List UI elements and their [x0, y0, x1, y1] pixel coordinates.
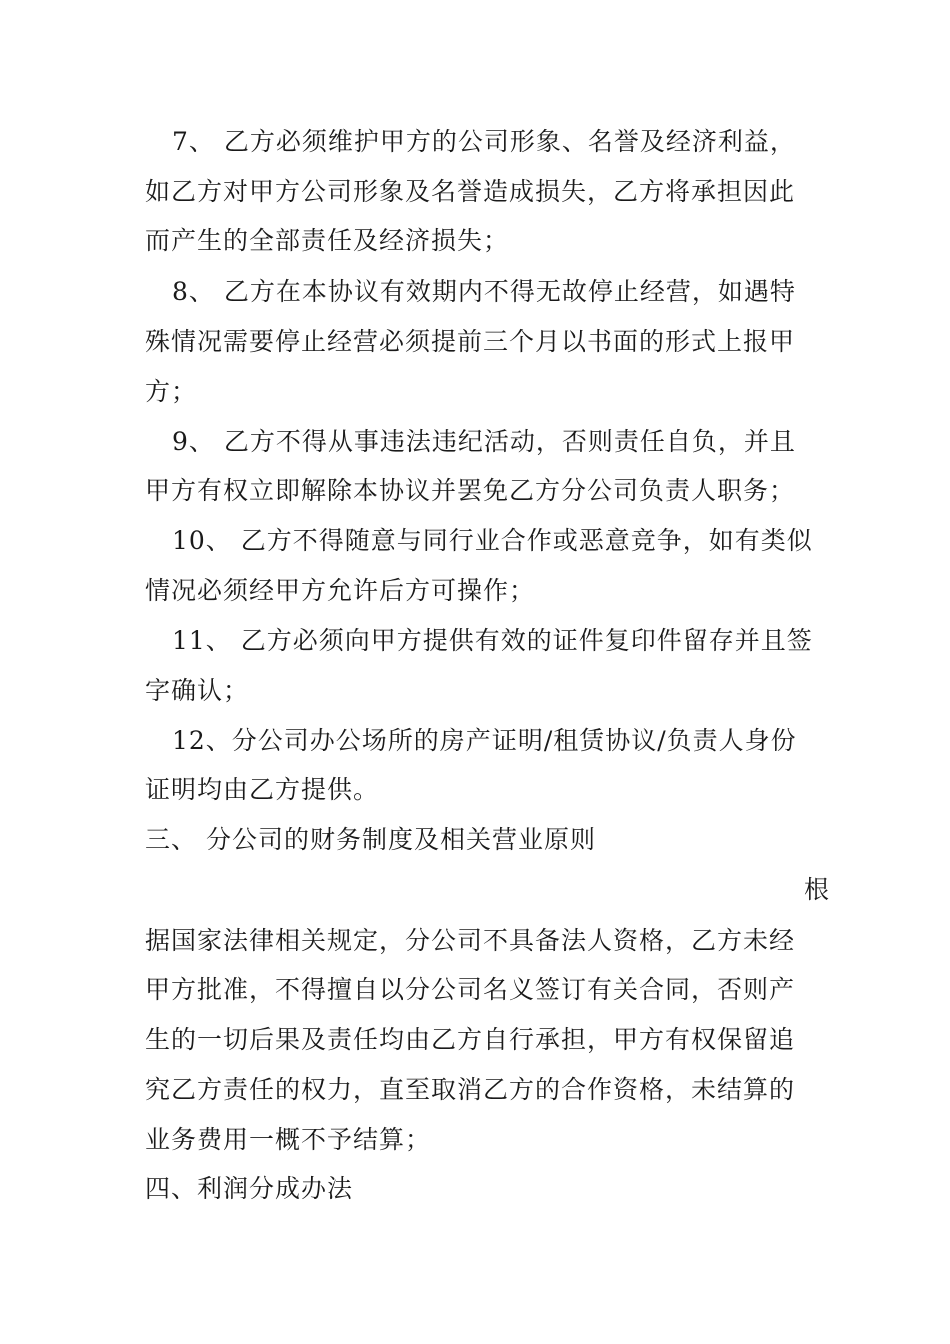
clause-12-line-1: 12、分公司办公场所的房产证明/租赁协议/负责人身份 — [172, 726, 797, 755]
section-3-para-line-4: 究乙方责任的权力，直至取消乙方的合作资格，未结算的 — [145, 1075, 796, 1104]
clause-8-line-1: 8、 乙方在本协议有效期内不得无故停止经营，如遇特 — [172, 277, 796, 306]
clause-9-line-1: 9、 乙方不得从事违法违纪活动，否则责任自负，并且 — [172, 427, 796, 456]
clause-8-line-3: 方； — [145, 377, 198, 406]
section-3-para-line-2: 甲方批准，不得擅自以分公司名义签订有关合同，否则产 — [145, 975, 796, 1004]
clause-11-line-2: 字确认； — [145, 676, 250, 705]
section-3-para-first-char: 根 — [803, 875, 830, 904]
clause-12-line-2: 证明均由乙方提供。 — [145, 775, 380, 804]
clause-8-line-2: 殊情况需要停止经营必须提前三个月以书面的形式上报甲 — [145, 327, 796, 356]
clause-11-line-1: 11、 乙方必须向甲方提供有效的证件复印件留存并且签 — [172, 626, 813, 655]
clause-7-line-1: 7、 乙方必须维护甲方的公司形象、名誉及经济利益， — [172, 127, 796, 156]
section-3-para-line-1: 据国家法律相关规定，分公司不具备法人资格，乙方未经 — [145, 926, 796, 955]
clause-9-line-2: 甲方有权立即解除本协议并罢免乙方分公司负责人职务； — [145, 476, 796, 505]
clause-7-line-2: 如乙方对甲方公司形象及名誉造成损失，乙方将承担因此 — [145, 177, 796, 206]
section-3-heading: 三、 分公司的财务制度及相关营业原则 — [145, 825, 596, 854]
section-3-para-line-3: 生的一切后果及责任均由乙方自行承担，甲方有权保留追 — [145, 1025, 796, 1054]
section-4-heading: 四、利润分成办法 — [145, 1174, 354, 1203]
clause-10-line-1: 10、 乙方不得随意与同行业合作或恶意竞争，如有类似 — [172, 526, 813, 555]
clause-10-line-2: 情况必须经甲方允许后方可操作； — [145, 576, 536, 605]
section-3-para-line-5: 业务费用一概不予结算； — [145, 1125, 432, 1154]
clause-7-line-3: 而产生的全部责任及经济损失； — [145, 226, 510, 255]
